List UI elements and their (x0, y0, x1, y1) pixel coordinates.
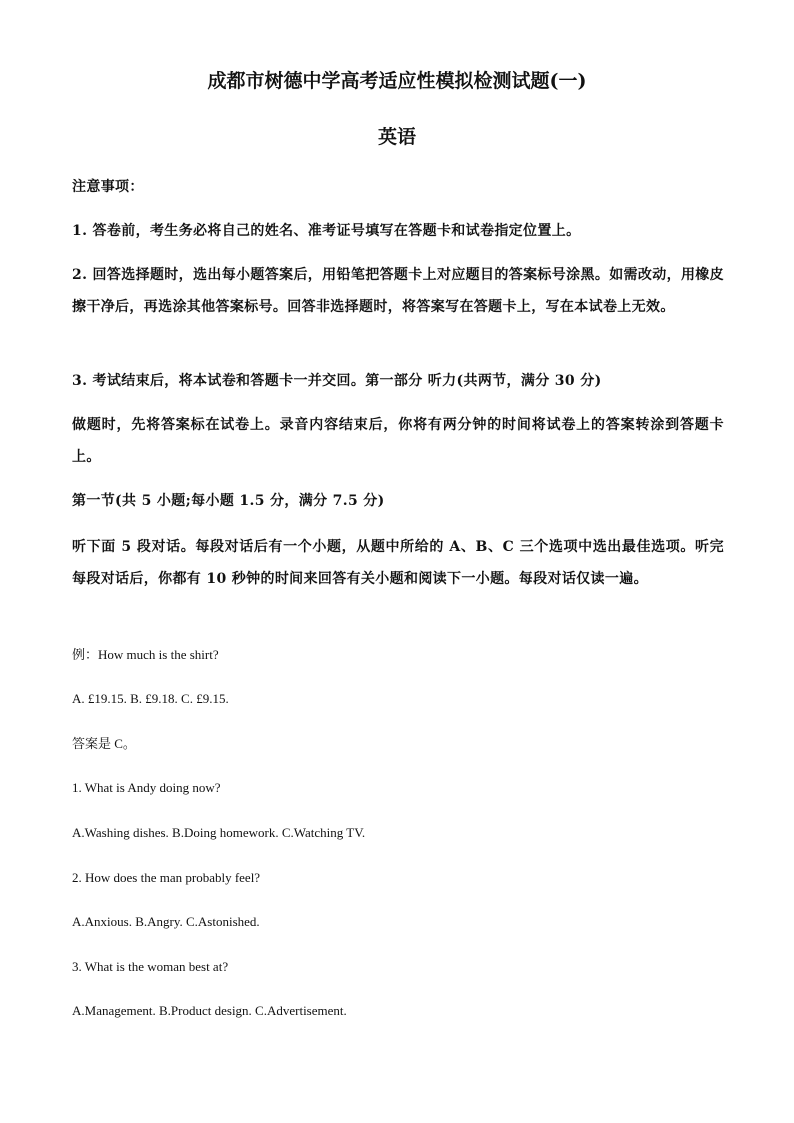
listening-instruction: 做题时，先将答案标在试卷上。录音内容结束后，你将有两分钟的时间将试卷上的答案转涂到答题卡上。 (72, 417, 724, 465)
example-question-text: How much is the shirt? (98, 647, 219, 662)
question-item: 3. What is the woman best at? (72, 959, 229, 974)
question-options: A.Washing dishes. B.Doing homework. C.Watching TV. (72, 825, 366, 840)
section-one-heading: 第一节(共 5 小题;每小题 1.5 分，满分 7.5 分) (72, 493, 385, 509)
subject-title: 英语 (377, 126, 416, 148)
example-question (72, 645, 724, 665)
section-one-instruction: 听下面 5 段对话。每段对话后有一个小题，从题中所给的 A、B、C 三个选项中选出最佳选项。听完每段对话后，你都有 10 秒钟的时间来回答有关小题和阅读下一小题。每段对话仅读一遍。 (72, 539, 724, 587)
notice-item: 2. 回答选择题时，选出每小题答案后，用铅笔把答题卡上对应题目的答案标号涂黑。如需改动，用橡皮擦干净后，再选涂其他答案标号。回答非选择题时，将答案写在答题卡上，写在本试卷上无效。 (72, 267, 724, 315)
question-options: A.Anxious. B.Angry. C.Astonished. (72, 914, 260, 929)
question-item: 1. What is Andy doing now? (72, 780, 221, 795)
example-answer: 答案是 C。 (72, 736, 136, 751)
example-options: A. £19.15. B. £9.18. C. £9.15. (72, 691, 229, 706)
notice-heading: 注意事项： (72, 179, 144, 195)
notice-item: 3. 考试结束后，将本试卷和答题卡一并交回。第一部分 听力(共两节，满分 30 分) (72, 373, 602, 389)
exam-title: 成都市树德中学高考适应性模拟检测试题(一) (207, 70, 587, 92)
question-item: 2. How does the man probably feel? (72, 870, 261, 885)
question-options: A.Management. B.Product design. C.Advertisement. (72, 1003, 347, 1018)
notice-item: 1. 答卷前，考生务必将自己的姓名、准考证号填写在答题卡和试卷指定位置上。 (72, 223, 581, 239)
example-prefix: 例： (72, 647, 99, 662)
